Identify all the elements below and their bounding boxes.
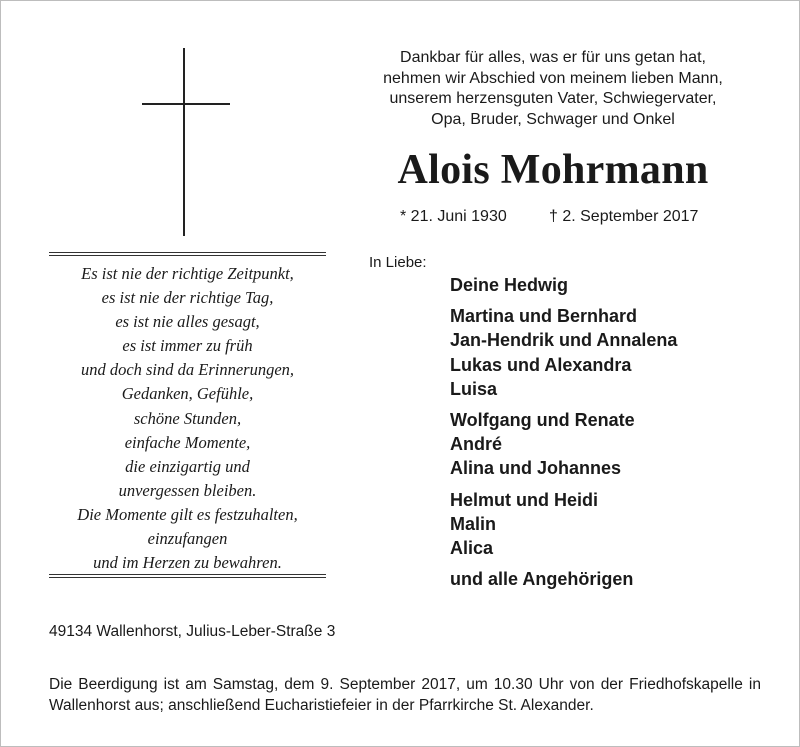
mourner-group (450, 273, 677, 297)
poem-rule-bottom (49, 574, 326, 575)
poem-line: und im Herzen zu bewahren. (93, 553, 282, 573)
mourner-group (450, 304, 677, 401)
mourner-name: Jan-Hendrik und Annalena (450, 330, 678, 351)
mourner-name: Lukas und Alexandra (450, 354, 632, 375)
intro-line: unserem herzensguten Vater, Schwiegervater, (389, 90, 717, 107)
poem-rule-top (49, 255, 326, 256)
mourner-name: Alica (450, 538, 494, 559)
mourner-name: Wolfgang und Renate (450, 410, 635, 431)
poem-line: es ist nie der richtige Tag, (101, 288, 274, 308)
in-liebe-label: In Liebe: (369, 254, 427, 271)
mourner-name: Luisa (450, 378, 498, 399)
cross-icon (142, 48, 230, 236)
poem-rule-top (49, 252, 326, 253)
birth-date: * 21. Juni 1930 (400, 208, 507, 225)
poem-line: schöne Stunden, (133, 408, 242, 428)
poem-line: einzufangen (147, 529, 228, 549)
mourner-name: und alle Angehörigen (450, 569, 634, 590)
mourner-name: André (450, 434, 503, 455)
mourner-name: Alina und Johannes (450, 458, 622, 479)
poem-line: einfache Momente, (124, 432, 251, 452)
poem-line: Es ist nie der richtige Zeitpunkt, (81, 264, 294, 283)
intro-line: nehmen wir Abschied von meinem lieben Mann, (383, 69, 723, 87)
poem-line: Gedanken, Gefühle, (121, 384, 254, 404)
intro-line: Dankbar für alles, was er für uns getan hat, (400, 49, 706, 66)
intro-line: Opa, Bruder, Schwager und Onkel (431, 110, 675, 128)
poem (49, 262, 326, 575)
poem-line: es ist immer zu früh (122, 336, 253, 356)
mourner-group (450, 408, 677, 481)
poem-line: die einzigartig und (125, 456, 250, 476)
mourner-group (450, 567, 677, 591)
death-date: † 2. September 2017 (549, 208, 699, 225)
funeral-info: Die Beerdigung ist am Samstag, dem 9. September 2017, um 10.30 Uhr von der Friedhofskapelle in Wallenhorst aus; anschließend Eucharistiefeier in der Pfarrkirche St. Alexander. (49, 676, 761, 714)
mourner-name: Martina und Bernhard (450, 306, 638, 327)
poem-line: und doch sind da Erinnerungen, (80, 360, 295, 380)
mourner-group (450, 488, 677, 561)
intro-text (330, 48, 776, 130)
mourner-name: Helmut und Heidi (450, 489, 598, 510)
address: 49134 Wallenhorst, Julius-Leber-Straße 3 (49, 623, 336, 640)
poem-line: Die Momente gilt es festzuhalten, (77, 504, 298, 524)
poem-line: unvergessen bleiben. (118, 480, 257, 500)
mourner-name: Malin (450, 513, 497, 534)
poem-line: es ist nie alles gesagt, (115, 312, 260, 332)
deceased-name: Alois Mohrmann (397, 147, 709, 193)
poem-rule-bottom (49, 577, 326, 578)
mourner-list (450, 273, 677, 598)
mourner-name: Deine Hedwig (450, 275, 569, 295)
